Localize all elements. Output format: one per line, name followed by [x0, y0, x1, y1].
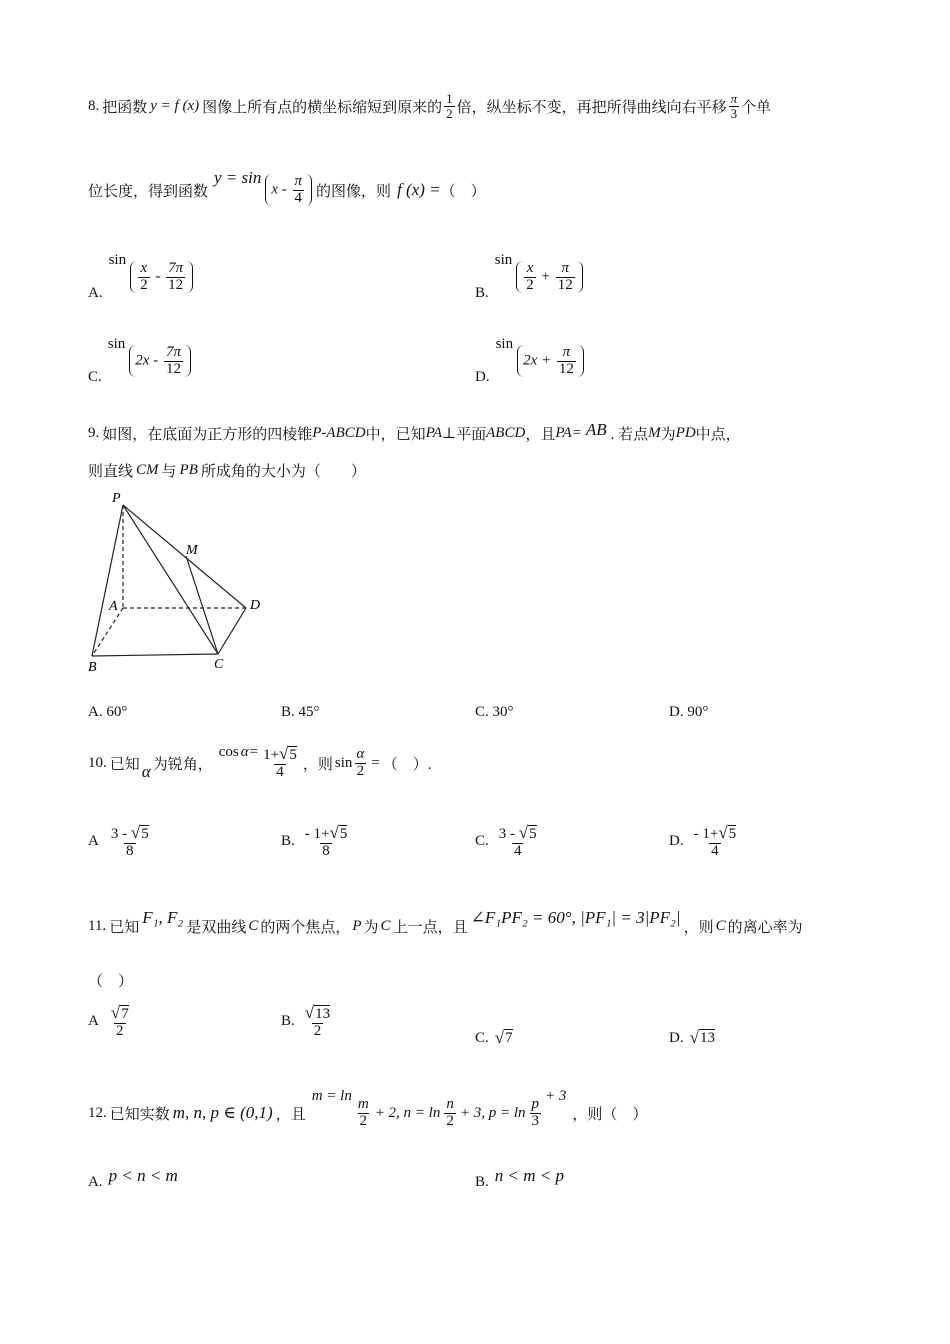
q8-line1: [88, 88, 771, 124]
q8-text: 的图像，则: [316, 183, 392, 200]
label-m: M: [186, 543, 198, 558]
q8-fx: f (x) =: [397, 180, 441, 199]
edge-bc: [92, 654, 218, 656]
q8-option-d: D. sin 2x + $\frac{\pi}{12}$: [475, 336, 584, 386]
label-d: D: [250, 598, 261, 613]
q8-number: 8.: [88, 97, 100, 114]
q9-option-d: D. 90°: [669, 704, 709, 720]
q8-line2: [88, 168, 486, 212]
label-c: C: [214, 657, 224, 672]
q8-fraction-pi-3: $\frac{\pi}{3}$: [730, 90, 738, 121]
q10-option-a: A $\frac{3 - √5}{8}$: [88, 823, 149, 859]
q9-line1: 9. 如图，在底面为正方形的四棱锥 P-ABCD 中，已知 PA ⊥ 平面 ABCD ，且 PA= AB . 若点 M 为 PD 中点，: [88, 420, 741, 443]
q8-target-func: y = sin: [214, 168, 262, 187]
q8-option-a: A. sin $\frac{x}{2}$ - $\frac{7\pi}{12}$: [88, 252, 193, 302]
pyramid-figure: [80, 486, 280, 676]
q9-option-a: A. 60°: [88, 704, 128, 720]
q8-blank: （ ）: [440, 183, 486, 200]
q12-option-a: A. p < n < m: [88, 1166, 178, 1190]
q12-line: 12. 已知实数 m, n, p ∈ (0,1) ，且 m = ln $\frac{m}{2}$ + 2, n = ln $\frac{n}{2}$ + 3, p = ln $\frac{p}{3}$ + 3 ，则（ ）: [88, 1088, 648, 1129]
q8-text: 个单: [741, 99, 772, 116]
q9-line2: 则直线 CM 与 PB 所成角的大小为（ ）: [88, 461, 366, 480]
q11-option-b: B. $\frac{√13}{2}$: [281, 1003, 331, 1039]
q8-fraction-half: $\frac{1}{2}$: [446, 90, 453, 121]
q10-option-d: D. $\frac{- 1+√5}{4}$: [669, 823, 737, 859]
edge-pc: [123, 505, 218, 654]
q11-option-c: C. √ 7: [475, 1028, 513, 1047]
q9-option-c: C. 30°: [475, 704, 514, 720]
q8-text: 图像上所有点的横坐标缩短到原来的: [202, 99, 443, 116]
q8-paren: x - $\frac{\pi}{4}$: [265, 174, 312, 207]
edge-cd: [218, 608, 246, 654]
q11-blank: （ ）: [88, 974, 134, 990]
label-a: A: [109, 599, 118, 614]
edge-pd: [123, 505, 246, 608]
q8-text: 位长度，得到函数: [88, 183, 209, 200]
q10-option-c: C. $\frac{3 - √5}{4}$: [475, 823, 537, 859]
q12-option-b: B. n < m < p: [475, 1166, 564, 1190]
q8-option-b: B. sin $\frac{x}{2}$ + $\frac{\pi}{12}$: [475, 252, 583, 302]
q11-option-d: D. √ 13: [669, 1028, 715, 1047]
q8-func: y = f (x): [150, 97, 200, 114]
q8-text: 倍，纵坐标不变，再把所得曲线向右平移: [456, 99, 727, 116]
label-p: P: [112, 491, 121, 506]
edge-pb: [92, 505, 123, 656]
q8-text: 把函数: [102, 99, 148, 116]
q10-option-b: B. $\frac{- 1+√5}{8}$: [281, 823, 348, 859]
q9-option-b: B. 45°: [281, 704, 320, 720]
q11-option-a: A $\frac{√7}{2}$: [88, 1003, 129, 1039]
q10-line: 10. 已知 α 为锐角， cos α = $\frac{1+√5}{4}$ ，则 sin $\frac{\alpha}{2}$ = （ ）.: [88, 744, 432, 781]
q8-option-c: C. sin 2x - $\frac{7\pi}{12}$: [88, 336, 191, 386]
q11-line: 11. 已知 F₁, F₂ 是双曲线 C 的两个焦点， P 为 C 上一点，且 ∠F₁PF₂ = 60°, |PF₁| = 3|PF₂| ，则 C 的离心率为: [88, 908, 803, 936]
label-b: B: [88, 660, 97, 675]
